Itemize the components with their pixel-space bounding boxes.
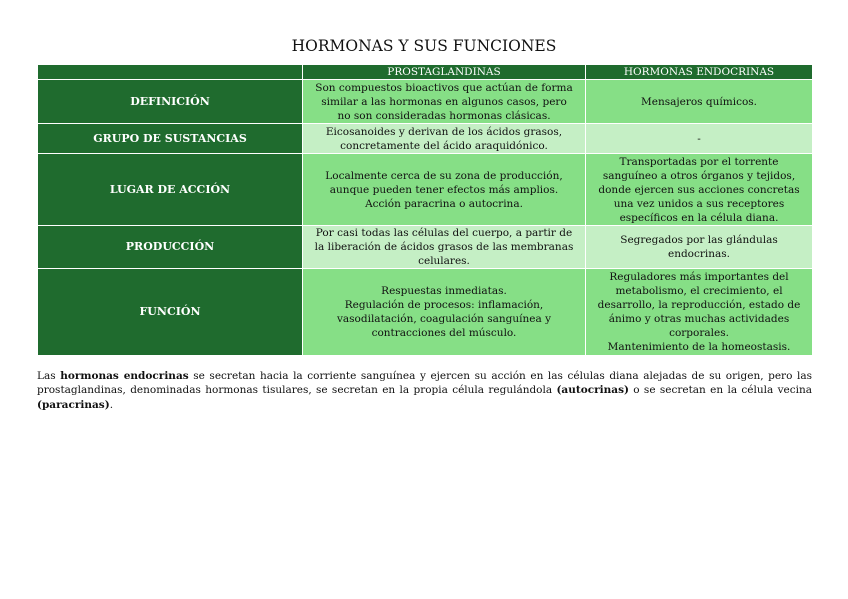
cell-grupo-prostaglandinas: Eicosanoides y derivan de los ácidos grasos, concretamente del ácido araquidónico. <box>303 124 586 154</box>
cell-definicion-endocrinas: Mensajeros químicos. <box>586 80 813 124</box>
cell-funcion-endocrinas: Reguladores más importantes del metabolismo, el crecimiento, el desarrollo, la reproducción, estado de ánimo y otras muchas actividades corporales. Mantenimiento de la homeostasis. <box>586 269 813 356</box>
table-row-grupo <box>38 124 813 154</box>
header-hormonas-endocrinas: HORMONAS ENDOCRINAS <box>586 65 813 80</box>
row-label-grupo: GRUPO DE SUSTANCIAS <box>38 124 303 154</box>
table-row-lugar <box>38 154 813 226</box>
cell-grupo-endocrinas: - <box>586 124 813 154</box>
cell-lugar-endocrinas: Transportadas por el torrente sanguíneo a otros órganos y tejidos, donde ejercen sus acciones concretas una vez unidos a sus receptores específicos en la célula diana. <box>586 154 813 226</box>
cell-definicion-prostaglandinas: Son compuestos bioactivos que actúan de forma similar a las hormonas en algunos casos, pero no son consideradas hormonas clásicas. <box>303 80 586 124</box>
table-row-produccion <box>38 226 813 269</box>
cell-produccion-endocrinas: Segregados por las glándulas endocrinas. <box>586 226 813 269</box>
hormones-table <box>37 64 813 356</box>
table-row-definicion <box>38 80 813 124</box>
footnote-paragraph: Las hormonas endocrinas se secretan hacia la corriente sanguínea y ejercen su acción en las células diana alejadas de su origen, pero las prostaglandinas, denominadas hormonas tisulares, se secretan en la propia célula regulándola (autocrinas) o se secretan en la célula vecina (paracrinas). <box>37 369 812 411</box>
table-row-funcion <box>38 269 813 356</box>
table-header-row <box>38 65 813 80</box>
row-label-definicion: DEFINICIÓN <box>38 80 303 124</box>
cell-lugar-prostaglandinas: Localmente cerca de su zona de producción, aunque pueden tener efectos más amplios. Acción paracrina o autocrina. <box>303 154 586 226</box>
page-title: HORMONAS Y SUS FUNCIONES <box>291 37 557 55</box>
row-label-lugar: LUGAR DE ACCIÓN <box>38 154 303 226</box>
row-label-produccion: PRODUCCIÓN <box>38 226 303 269</box>
cell-funcion-prostaglandinas: Respuestas inmediatas. Regulación de procesos: inflamación, vasodilatación, coagulación sanguínea y contracciones del músculo. <box>303 269 586 356</box>
row-label-funcion: FUNCIÓN <box>38 269 303 356</box>
header-prostaglandinas: PROSTAGLANDINAS <box>303 65 586 80</box>
cell-produccion-prostaglandinas: Por casi todas las células del cuerpo, a partir de la liberación de ácidos grasos de las membranas celulares. <box>303 226 586 269</box>
header-empty-cell <box>38 65 303 80</box>
